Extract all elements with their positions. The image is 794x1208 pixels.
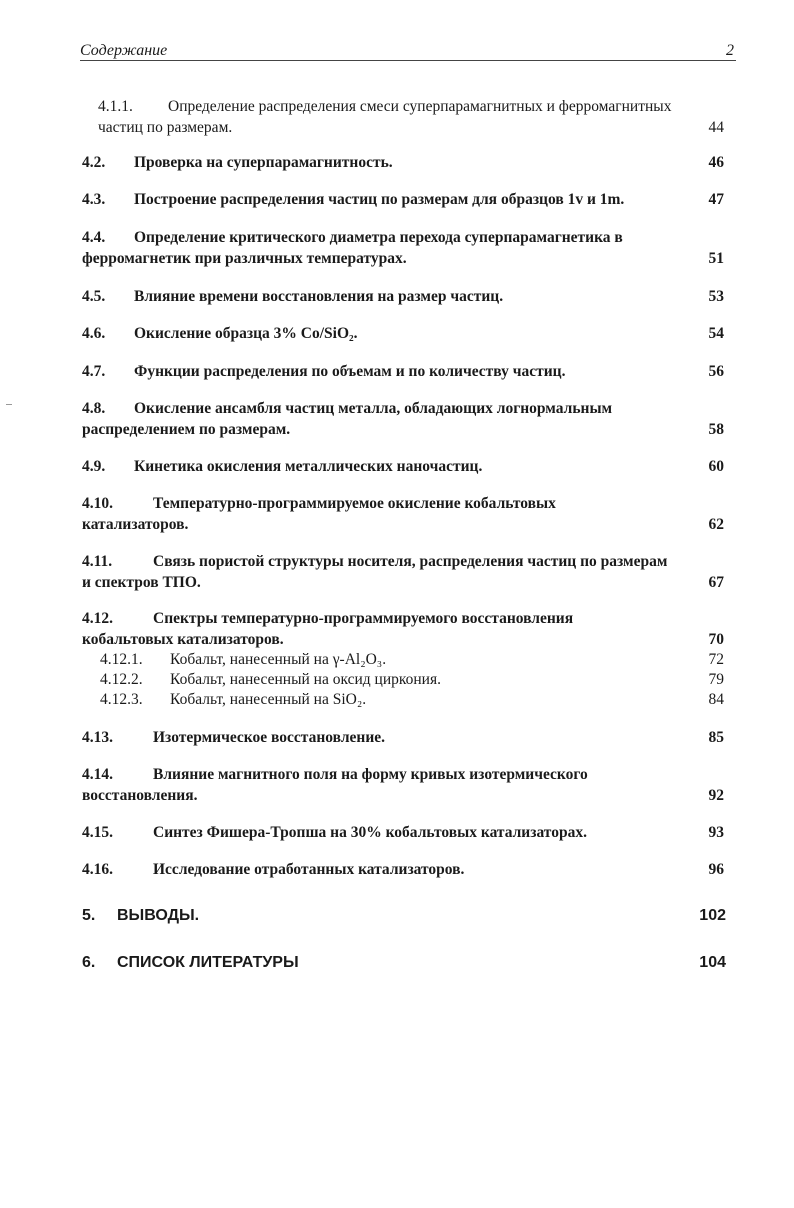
- toc-entry-number: 4.14.: [82, 766, 113, 783]
- toc-entry[interactable]: [82, 286, 728, 307]
- toc-entry-number: 4.16.: [82, 861, 113, 878]
- toc-entry-page: 104: [699, 954, 726, 971]
- header-title: Содержание: [80, 42, 168, 59]
- toc-entry-title: Окисление ансамбля частиц металла, обладающих логнормальным распределением по размерам.: [82, 400, 613, 438]
- toc-chapter[interactable]: [82, 905, 728, 926]
- toc-entry-title: Кобальт, нанесенный на γ-Al₂O₃.: [170, 651, 387, 668]
- toc-entry-title: Влияние времени восстановления на размер частиц.: [134, 288, 504, 305]
- toc-entry-number: 4.12.: [82, 610, 113, 627]
- toc-entry-title: Температурно-программируемое окисление кобальтовых катализаторов.: [82, 495, 556, 533]
- toc-entry-page: 67: [708, 574, 724, 591]
- toc-entry-number: 4.11.: [82, 553, 113, 570]
- toc-entry[interactable]: [82, 608, 728, 650]
- toc-entry-number: 4.3.: [82, 191, 106, 208]
- margin-mark: [6, 404, 12, 405]
- toc-entry[interactable]: [82, 361, 728, 382]
- toc-entry-page: 85: [708, 729, 724, 746]
- toc-entry-number: 4.2.: [82, 154, 106, 171]
- toc-entry[interactable]: [82, 398, 728, 440]
- toc-subentry[interactable]: [100, 670, 728, 690]
- toc-entry-title: Изотермическое восстановление.: [153, 729, 386, 746]
- toc-entry[interactable]: [82, 189, 728, 210]
- toc-entry-page: 58: [708, 421, 724, 438]
- toc-entry-page: 44: [708, 119, 724, 136]
- toc-entry-page: 56: [708, 363, 724, 380]
- toc-entry-title: Связь пористой структуры носителя, распределения частиц по размерам и спектров ТПО.: [82, 553, 668, 591]
- toc-entry-title: Функции распределения по объемам и по количеству частиц.: [134, 363, 566, 380]
- toc-chapter[interactable]: [82, 952, 728, 973]
- toc-entry-title: Исследование отработанных катализаторов.: [153, 861, 465, 878]
- toc-entry-title: Окисление образца 3% Co/SiO₂.: [134, 325, 358, 342]
- toc-entry-page: 62: [708, 516, 724, 533]
- toc-entry[interactable]: [82, 96, 728, 138]
- toc-entry-page: 46: [708, 154, 724, 171]
- toc-entry-number: 4.12.1.: [100, 651, 143, 668]
- toc-entry[interactable]: [82, 859, 728, 880]
- toc-entry-title: Кинетика окисления металлических наночастиц.: [134, 458, 483, 475]
- toc-entry-number: 4.7.: [82, 363, 106, 380]
- toc-entry-title: Определение распределения смеси суперпарамагнитных и ферромагнитных частиц по размерам.: [98, 98, 672, 136]
- toc-entry-number: 4.5.: [82, 288, 106, 305]
- header-page-number: 2: [726, 42, 734, 59]
- toc-entry-page: 54: [708, 325, 724, 342]
- toc-entry-title: Спектры температурно-программируемого восстановления кобальтовых катализаторов.: [82, 610, 574, 648]
- toc-entry-number: 6.: [82, 954, 96, 971]
- toc-entry-title: Влияние магнитного поля на форму кривых изотермического восстановления.: [82, 766, 588, 804]
- toc-entry-page: 53: [708, 288, 724, 305]
- toc-entry-number: 4.10.: [82, 495, 113, 512]
- toc-entry-number: 4.6.: [82, 325, 106, 342]
- toc-entry-title: СПИСОК ЛИТЕРАТУРЫ: [117, 954, 299, 971]
- toc-entry-page: 102: [699, 907, 726, 924]
- toc-entry-number: 4.8.: [82, 400, 106, 417]
- toc-entry-number: 4.12.2.: [100, 671, 143, 688]
- toc-entry-title: ВЫВОДЫ.: [117, 907, 200, 924]
- toc-subentry[interactable]: [100, 690, 728, 710]
- toc-entry-number: 4.15.: [82, 824, 113, 841]
- toc-entry[interactable]: [82, 727, 728, 748]
- toc-entry-number: 5.: [82, 907, 96, 924]
- toc-entry[interactable]: [82, 551, 728, 593]
- toc-entry-page: 96: [708, 861, 724, 878]
- toc-entry[interactable]: [82, 227, 728, 269]
- toc-subentry[interactable]: [100, 650, 728, 670]
- toc-entry-page: 47: [708, 191, 724, 208]
- toc-entry[interactable]: [82, 152, 728, 173]
- toc-entry-title: Построение распределения частиц по размерам для образцов 1v и 1m.: [134, 191, 625, 208]
- running-header: [80, 40, 736, 61]
- toc-entry-page: 79: [708, 671, 724, 688]
- toc-entry-title: Кобальт, нанесенный на оксид циркония.: [170, 671, 441, 688]
- toc-entry-page: 60: [708, 458, 724, 475]
- toc-entry[interactable]: [82, 822, 728, 843]
- toc-entry-page: 93: [708, 824, 724, 841]
- toc-entry-title: Определение критического диаметра перехода суперпарамагнетика в ферромагнетик при различных температурах.: [82, 229, 623, 267]
- toc-entry-page: 70: [708, 631, 724, 648]
- toc-entry-number: 4.12.3.: [100, 691, 143, 708]
- toc-entry-number: 4.9.: [82, 458, 106, 475]
- toc-entry-title: Проверка на суперпарамагнитность.: [134, 154, 393, 171]
- toc-entry[interactable]: [82, 323, 728, 344]
- toc-entry-number: 4.13.: [82, 729, 113, 746]
- toc-entry[interactable]: [82, 764, 728, 806]
- toc-entry[interactable]: [82, 493, 728, 535]
- toc-entry-number: 4.4.: [82, 229, 106, 246]
- toc-entry-page: 92: [708, 787, 724, 804]
- toc-entry-title: Кобальт, нанесенный на SiO₂.: [170, 691, 367, 708]
- toc-entry-title: Синтез Фишера-Тропша на 30% кобальтовых катализаторах.: [153, 824, 587, 841]
- toc-entry-number: 4.1.1.: [98, 98, 133, 115]
- toc-entry-page: 72: [708, 651, 724, 668]
- toc-entry-page: 51: [708, 250, 724, 267]
- toc-entry[interactable]: [82, 456, 728, 477]
- toc-entry-page: 84: [708, 691, 724, 708]
